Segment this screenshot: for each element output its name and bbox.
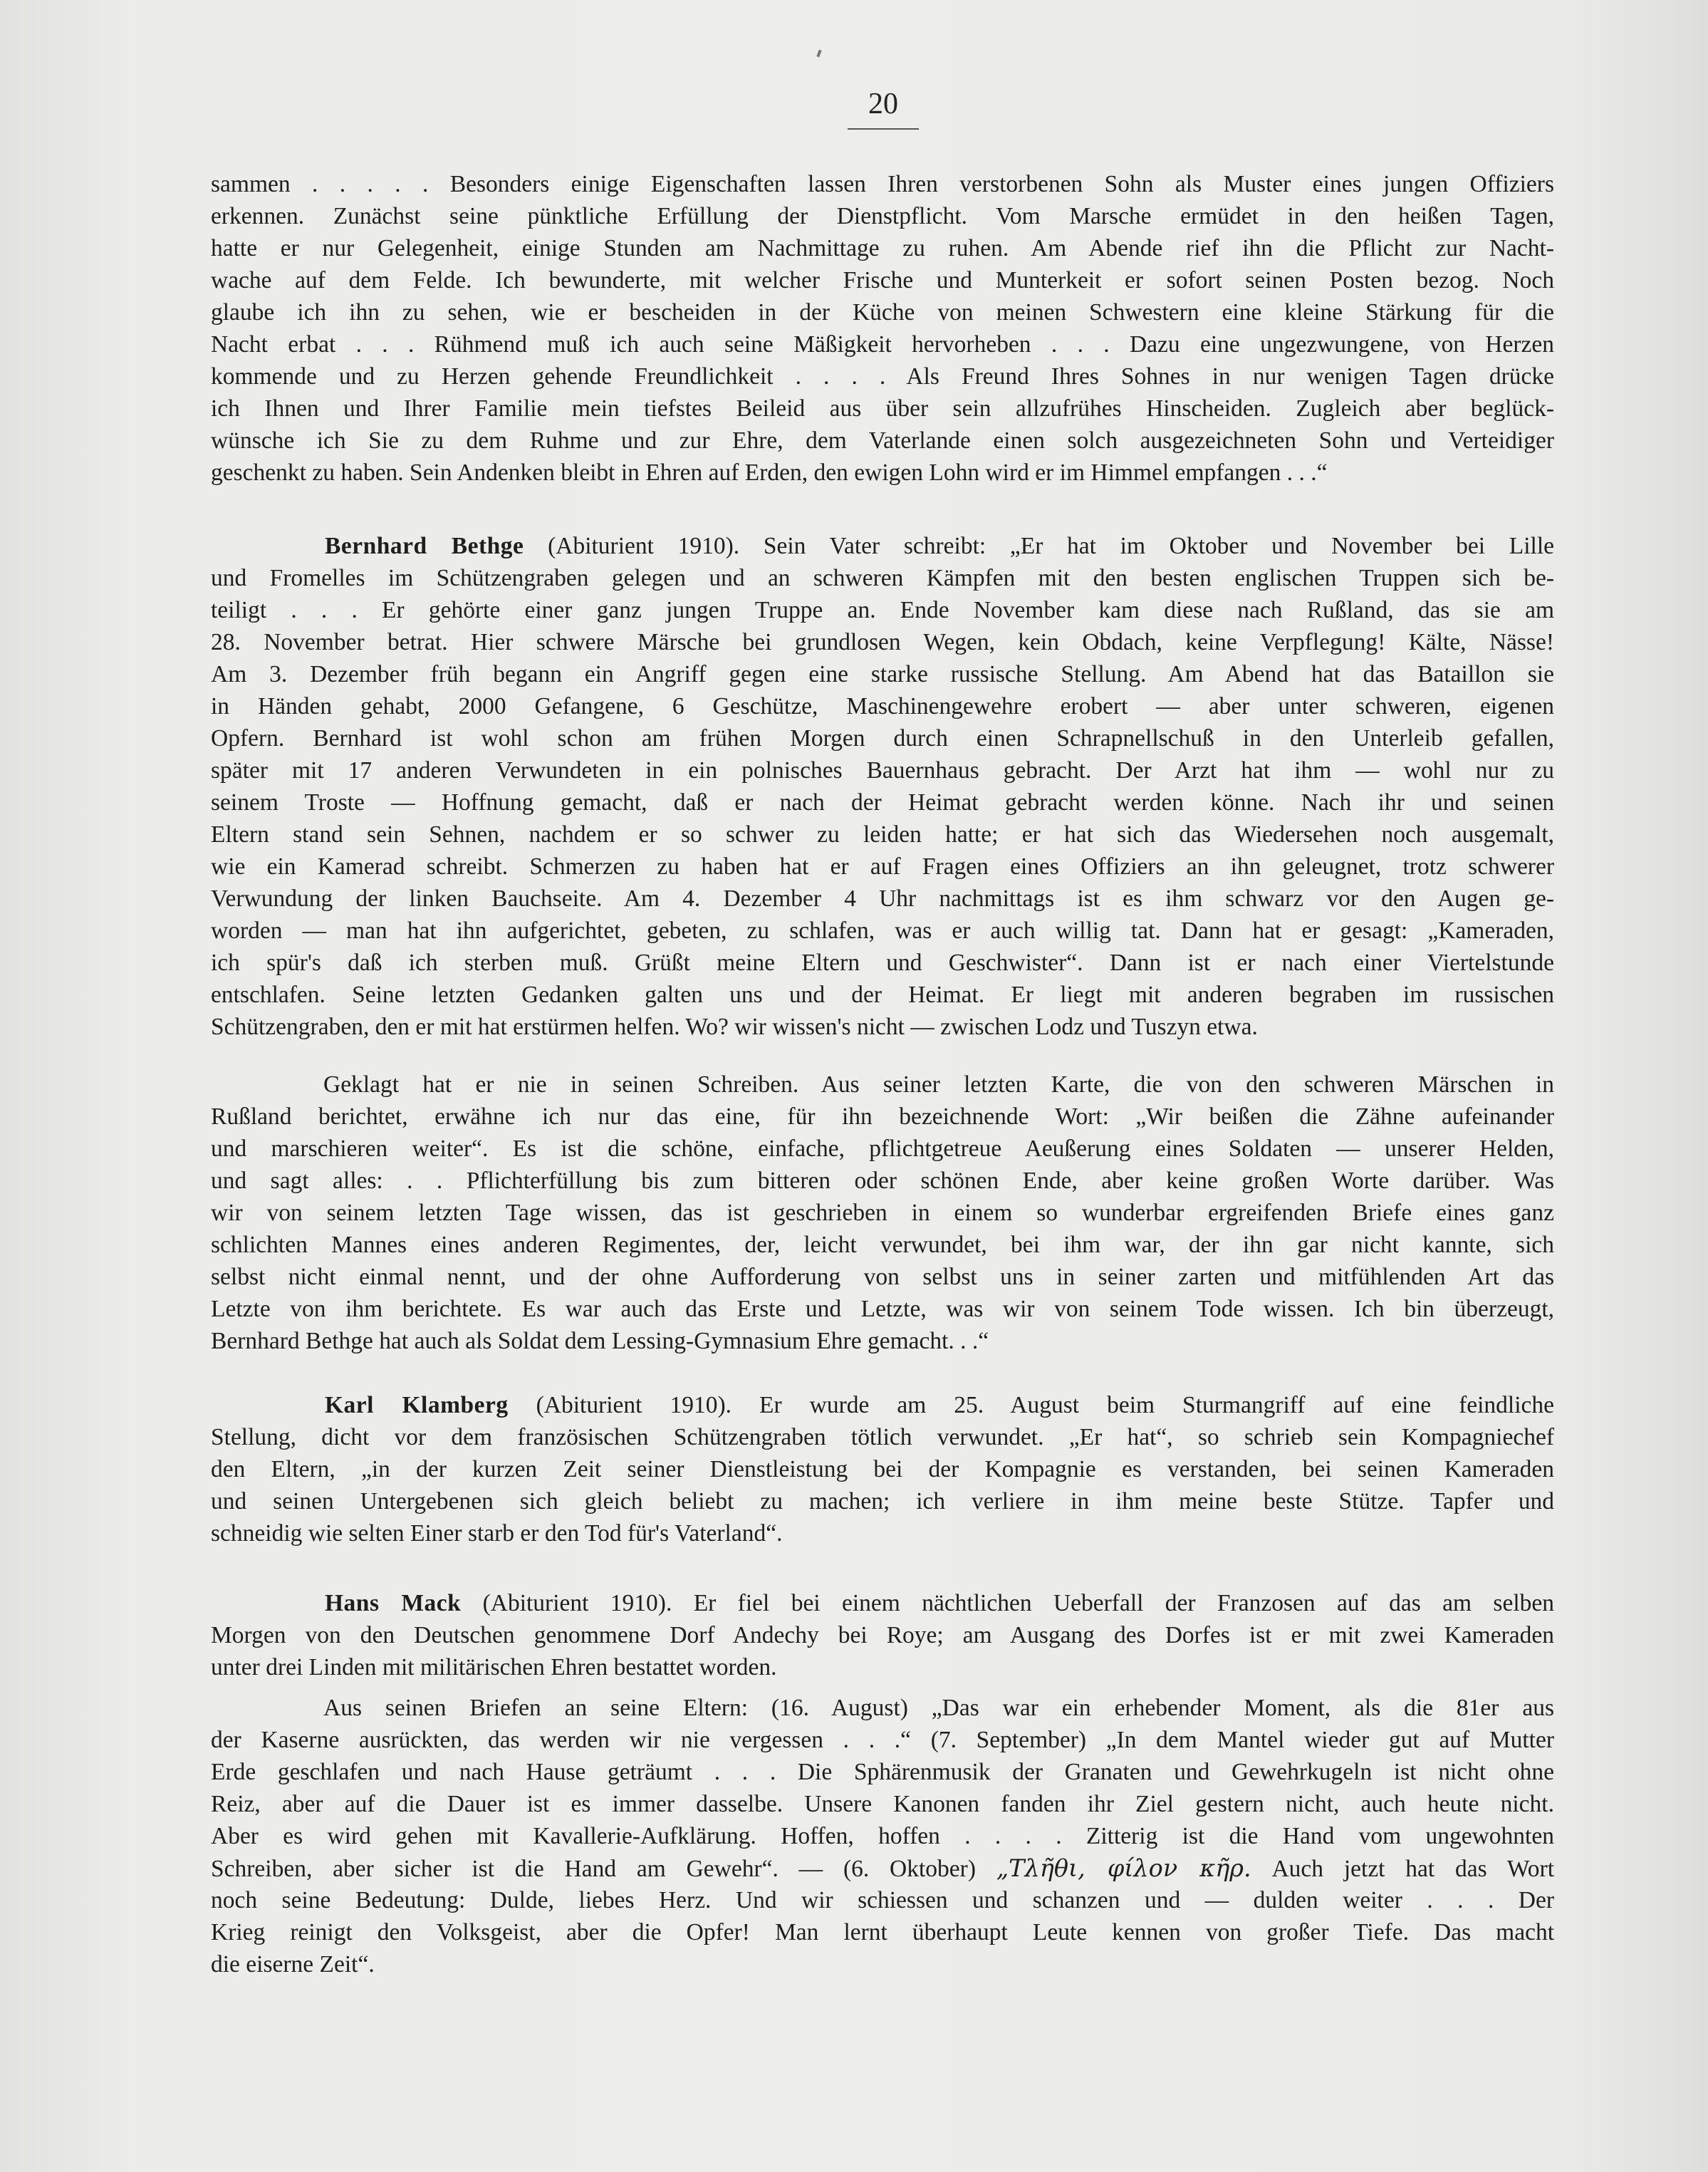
page-number: 20 <box>868 88 898 120</box>
text-line: ich Ihnen und Ihrer Familie mein tiefstes Beileid aus über sein allzufrühes Hinscheiden. Zugleich aber beglück- <box>211 395 1554 422</box>
page-number-rule <box>848 128 919 130</box>
paragraph-karl-klamberg <box>211 1389 1554 1549</box>
paragraph-last-card <box>211 1069 1554 1357</box>
text-line: glaube ich ihn zu sehen, wie er bescheiden in der Küche von meinen Schwestern eine kleine Stärkung für die <box>211 299 1554 326</box>
text-line: Opfern. Bernhard ist wohl schon am frühen Morgen durch einen Schrapnellschuß in den Unterleib gefallen, <box>211 725 1554 752</box>
person-name: Karl Klamberg <box>325 1392 509 1418</box>
text-line: wie ein Kamerad schreibt. Schmerzen zu haben hat er auf Fragen eines Offiziers an ihn geleugnet, trotz schwerer <box>211 853 1554 880</box>
text-line: Am 3. Dezember früh begann ein Angriff gegen eine starke russische Stellung. Am Abend hat das Bataillon sie <box>211 661 1554 687</box>
text-line: Verwundung der linken Bauchseite. Am 4. Dezember 4 Uhr nachmittags ist es ihm schwarz vor den Augen ge- <box>211 885 1554 912</box>
text-line: 28. November betrat. Hier schwere Märsche bei grundlosen Wegen, kein Obdach, keine Verpflegung! Kälte, Nässe! <box>211 629 1554 655</box>
text-line: selbst nicht einmal nennt, und der ohne Aufforderung von selbst uns in seiner zarten und mitfühlenden Art das <box>211 1264 1554 1290</box>
text-line: und sagt alles: . . Pflichterfüllung bis zum bitteren oder schönen Ende, aber keine großen Worte darüber. Was <box>211 1168 1554 1194</box>
paragraph-bernhard-bethge <box>211 530 1554 1043</box>
text-line: die eiserne Zeit“. <box>211 1951 375 1978</box>
text-line: Erde geschlafen und nach Hause geträumt . . . Die Sphärenmusik der Granaten und Gewehrkugeln ist nicht ohne <box>211 1759 1554 1785</box>
person-name: Hans Mack <box>325 1590 462 1616</box>
text-line: Morgen von den Deutschen genommene Dorf Andechy bei Roye; am Ausgang des Dorfes ist er mit zwei Kameraden <box>211 1622 1554 1648</box>
text-line: und seinen Untergebenen sich gleich beliebt zu machen; ich verliere in ihm meine beste Stütze. Tapfer und <box>211 1488 1554 1514</box>
text-fragment: (Abiturient 1910). Er wurde am 25. August beim Sturmangriff auf eine feindliche <box>536 1392 1554 1418</box>
text-line: wünsche ich Sie zu dem Ruhme und zur Ehre, dem Vaterlande einen solch ausgezeichneten Sohn und Verteidiger <box>211 427 1554 454</box>
text-line: kommende und zu Herzen gehende Freundlichkeit . . . . Als Freund Ihres Sohnes in nur wenigen Tagen drücke <box>211 363 1554 390</box>
text-line: Krieg reinigt den Volksgeist, aber die Opfer! Man lernt überhaupt Leute kennen von großer Tiefe. Das macht <box>211 1919 1554 1945</box>
text-line: ich spür's daß ich sterben muß. Grüßt meine Eltern und Geschwister“. Dann ist er nach einer Viertelstunde <box>211 950 1554 976</box>
text-line: der Kaserne ausrückten, das werden wir nie vergessen . . .“ (7. September) „In dem Mantel wieder gut auf Mutter <box>211 1727 1554 1753</box>
text-line: Stellung, dicht vor dem französischen Schützengraben tötlich verwundet. „Er hat“, so schrieb sein Kompagniechef <box>211 1424 1554 1450</box>
text-line: Geklagt hat er nie in seinen Schreiben. Aus seiner letzten Karte, die von den schweren Märschen in <box>323 1071 1554 1098</box>
text-line: Eltern stand sein Sehnen, nachdem er so schwer zu leiden hatte; er hat sich das Wiedersehen noch ausgemalt, <box>211 821 1554 848</box>
greek-quote: „Τλῆθι, φίλον κῆρ. <box>996 1854 1251 1882</box>
text-line: in Händen gehabt, 2000 Gefangene, 6 Geschütze, Maschinengewehre erobert — aber unter schweren, eigenen <box>211 693 1554 719</box>
text-line <box>211 1587 1554 1619</box>
text-line <box>211 1852 1554 1884</box>
text-line: noch seine Bedeutung: Dulde, liebes Herz. Und wir schiessen und schanzen und — dulden weiter . . . Der <box>211 1887 1554 1913</box>
text-line: Schützengraben, den er mit hat erstürmen helfen. Wo? wir wissen's nicht — zwischen Lodz und Tuszyn etwa. <box>211 1014 1258 1040</box>
text-line: geschenkt zu haben. Sein Andenken bleibt in Ehren auf Erden, den ewigen Lohn wird er im Himmel empfangen . . .“ <box>211 459 1328 486</box>
paragraph-letters <box>211 1692 1554 1980</box>
text-fragment: (Abiturient 1910). Er fiel bei einem nächtlichen Ueberfall der Franzosen auf das am selben <box>482 1590 1554 1616</box>
text-fragment: (Abiturient 1910). Sein Vater schreibt: „Er hat im Oktober und November bei Lille <box>548 533 1554 559</box>
text-line: und Fromelles im Schützengraben gelegen und an schweren Kämpfen mit den besten englischen Truppen sich be- <box>211 565 1554 591</box>
text-fragment: Auch jetzt hat das Wort <box>1271 1856 1554 1882</box>
text-line: und marschieren weiter“. Es ist die schöne, einfache, pflichtgetreue Aeußerung eines Soldaten — unserer Helden, <box>211 1136 1554 1162</box>
person-name: Bernhard Bethge <box>325 533 524 559</box>
text-line: schneidig wie selten Einer starb er den Tod für's Vaterland“. <box>211 1520 783 1547</box>
text-line: worden — man hat ihn aufgerichtet, gebeten, zu schlafen, was er auch willig tat. Dann hat er gesagt: „Kameraden, <box>211 918 1554 944</box>
text-line: seinem Troste — Hoffnung gemacht, daß er nach der Heimat gebracht werden könne. Nach ihr und seinen <box>211 789 1554 816</box>
text-line <box>211 530 1554 562</box>
text-line: schlichten Mannes eines anderen Regimentes, der, leicht verwundet, bei ihm war, der ihn gar nicht kannte, sich <box>211 1232 1554 1258</box>
text-line: Reiz, aber auf die Dauer ist es immer dasselbe. Unsere Kanonen fanden ihr Ziel gestern nicht, auch heute nicht. <box>211 1791 1554 1817</box>
text-line: sammen . . . . . Besonders einige Eigenschaften lassen Ihren verstorbenen Sohn als Muster eines jungen Offiziers <box>211 171 1554 197</box>
text-line: später mit 17 anderen Verwundeten in ein polnisches Bauernhaus gebracht. Der Arzt hat ihm — wohl nur zu <box>211 757 1554 784</box>
text-line: Aus seinen Briefen an seine Eltern: (16. August) „Das war ein erhebender Moment, als die 81er aus <box>323 1695 1554 1721</box>
text-line: wache auf dem Felde. Ich bewunderte, mit welcher Frische und Munterkeit er sofort seinen Posten bezog. Noch <box>211 267 1554 293</box>
text-line: Rußland berichtet, erwähne ich nur das eine, für ihn bezeichnende Wort: „Wir beißen die Zähne aufeinander <box>211 1103 1554 1130</box>
text-line <box>211 1389 1554 1421</box>
text-line: den Eltern, „in der kurzen Zeit seiner Dienstleistung bei der Kompagnie es verstanden, bei seinen Kameraden <box>211 1456 1554 1482</box>
text-line: erkennen. Zunächst seine pünktliche Erfüllung der Dienstpflicht. Vom Marsche ermüdet in den heißen Tagen, <box>211 203 1554 229</box>
text-line: entschlafen. Seine letzten Gedanken galten uns und der Heimat. Er liegt mit anderen begraben im russischen <box>211 982 1554 1008</box>
paragraph-hans-mack <box>211 1587 1554 1683</box>
text-line: hatte er nur Gelegenheit, einige Stunden am Nachmittage zu ruhen. Am Abende rief ihn die Pflicht zur Nacht- <box>211 235 1554 261</box>
text-line: unter drei Linden mit militärischen Ehren bestattet worden. <box>211 1654 777 1680</box>
text-line: wir von seinem letzten Tage wissen, das ist geschrieben in einem so wunderbar ergreifenden Briefe eines ganz <box>211 1200 1554 1226</box>
text-fragment: Schreiben, aber sicher ist die Hand am Gewehr“. — (6. Oktober) <box>211 1856 976 1882</box>
text-line: teiligt . . . Er gehörte einer ganz jungen Truppe an. Ende November kam diese nach Rußland, das sie am <box>211 597 1554 623</box>
scan-speck <box>816 50 821 58</box>
text-line: Aber es wird gehen mit Kavallerie-Aufklärung. Hoffen, hoffen . . . . Zitterig ist die Hand vom ungewohnten <box>211 1823 1554 1849</box>
text-line: Letzte von ihm berichtete. Es war auch das Erste und Letzte, was wir von seinem Tode wissen. Ich bin überzeugt, <box>211 1296 1554 1322</box>
text-line: Bernhard Bethge hat auch als Soldat dem Lessing-Gymnasium Ehre gemacht. . .“ <box>211 1328 989 1354</box>
paragraph-letter-continuation <box>211 168 1554 489</box>
text-line: Nacht erbat . . . Rühmend muß ich auch seine Mäßigkeit hervorheben . . . Dazu eine ungezwungene, von Herzen <box>211 331 1554 358</box>
